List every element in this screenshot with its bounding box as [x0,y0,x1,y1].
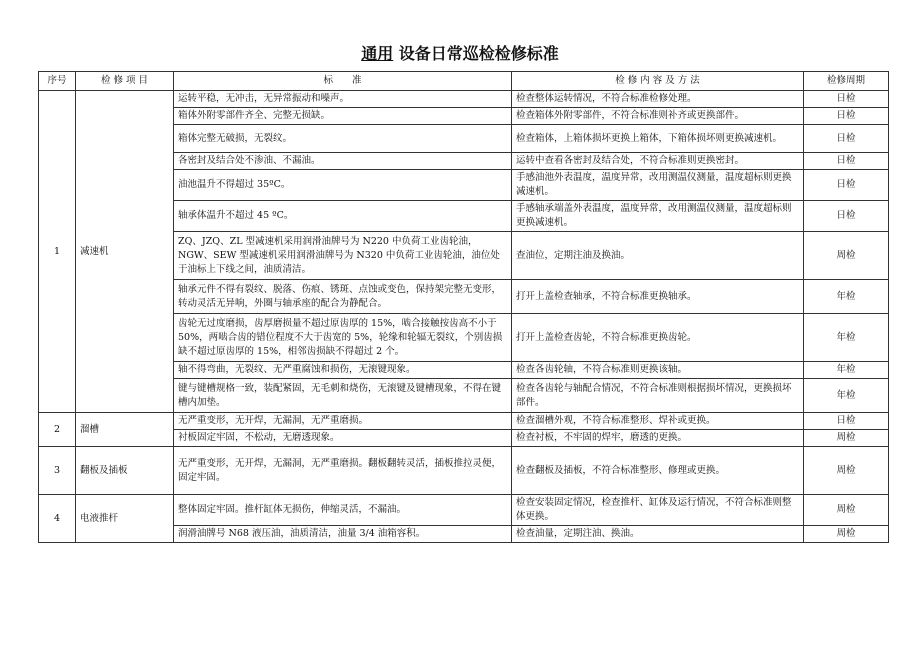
cycle-cell: 日检 [804,170,889,201]
cycle-cell: 日检 [804,108,889,125]
cycle-cell: 日检 [804,125,889,153]
cycle-cell: 年检 [804,362,889,379]
standard-cell: 轴承体温升不超过 45 ºC。 [174,201,512,232]
cycle-cell: 周检 [804,495,889,526]
standard-cell: 衬板固定牢固，不松动，无磨透现象。 [174,430,512,447]
method-cell: 打开上盖检查轴承，不符合标准更换轴承。 [512,280,804,314]
method-cell: 检查翻板及插板，不符合标准整形、修理或更换。 [512,447,804,495]
standard-cell: 油池温升不得超过 35ºC。 [174,170,512,201]
row-number: 4 [39,495,76,543]
cycle-cell: 年检 [804,314,889,362]
table-row [39,91,889,108]
header-item: 检 修 项 目 [76,72,174,91]
method-cell: 检查箱体，上箱体损坏更换上箱体，下箱体损坏则更换减速机。 [512,125,804,153]
method-cell: 手感轴承端盖外表温度，温度异常，改用测温仪测量，温度超标则更换减速机。 [512,201,804,232]
inspection-item: 电液推杆 [76,495,174,543]
standard-cell: 无严重变形，无开焊，无漏洞，无严重磨损。翻板翻转灵活，插板推拉灵便，固定牢固。 [174,447,512,495]
standard-cell: ZQ、JZQ、ZL 型减速机采用润滑油牌号为 N220 中负荷工业齿轮油，NGW、SEW 型减速机采用润滑油牌号为 N320 中负荷工业齿轮油，油位处于油标上下线之间，油质清洁。 [174,232,512,280]
method-cell: 检查衬板，不牢固的焊牢，磨透的更换。 [512,430,804,447]
standard-cell: 箱体完整无破损，无裂纹。 [174,125,512,153]
cycle-cell: 周检 [804,430,889,447]
standard-cell: 无严重变形，无开焊，无漏洞，无严重磨损。 [174,413,512,430]
standard-cell: 箱体外附零部件齐全、完整无损缺。 [174,108,512,125]
method-cell: 手感油池外表温度，温度异常，改用测温仪测量，温度超标则更换减速机。 [512,170,804,201]
inspection-item: 溜槽 [76,413,174,447]
cycle-cell: 日检 [804,91,889,108]
title-prefix: 通用 [361,44,394,63]
inspection-table [38,71,889,543]
standard-cell: 各密封及结合处不渗油、不漏油。 [174,153,512,170]
document-title [0,44,920,64]
cycle-cell: 周检 [804,447,889,495]
method-cell: 打开上盖检查齿轮，不符合标准更换齿轮。 [512,314,804,362]
cycle-cell: 日检 [804,413,889,430]
header-method: 检 修 内 容 及 方 法 [512,72,804,91]
standard-cell: 润滑油牌号 N68 液压油，油质清洁，油量 3/4 油箱容积。 [174,526,512,543]
method-cell: 检查箱体外附零部件，不符合标准则补齐或更换部件。 [512,108,804,125]
method-cell: 检查溜槽外观，不符合标准整形、焊补或更换。 [512,413,804,430]
inspection-item: 翻板及插板 [76,447,174,495]
cycle-cell: 日检 [804,201,889,232]
cycle-cell: 日检 [804,153,889,170]
row-number: 2 [39,413,76,447]
standard-cell: 轴承元件不得有裂纹、脱落、伤痕、锈斑、点蚀或变色，保持架完整无变形，转动灵活无异响，外圈与轴承座的配合为静配合。 [174,280,512,314]
standard-cell: 运转平稳，无冲击，无异常振动和噪声。 [174,91,512,108]
method-cell: 检查整体运转情况，不符合标准检修处理。 [512,91,804,108]
table-body [39,91,889,543]
standard-cell: 轴不得弯曲，无裂纹、无严重腐蚀和损伤，无滚键现象。 [174,362,512,379]
header-standard: 标 准 [174,72,512,91]
method-cell: 检查各齿轮与轴配合情况，不符合标准则根据损坏情况，更换损坏部件。 [512,379,804,413]
method-cell: 检查各齿轮轴，不符合标准则更换该轴。 [512,362,804,379]
method-cell: 检查安装固定情况，检查推杆、缸体及运行情况，不符合标准则整体更换。 [512,495,804,526]
cycle-cell: 周检 [804,232,889,280]
table-row [39,447,889,495]
cycle-cell: 周检 [804,526,889,543]
header-no: 序号 [39,72,76,91]
cycle-cell: 年检 [804,379,889,413]
table-row [39,413,889,430]
table-row [39,495,889,526]
method-cell: 运转中查看各密封及结合处，不符合标准则更换密封。 [512,153,804,170]
method-cell: 检查油量，定期注油、换油。 [512,526,804,543]
standard-cell: 整体固定牢固。推杆缸体无损伤，伸缩灵活，不漏油。 [174,495,512,526]
header-row [39,72,889,91]
method-cell: 查油位，定期注油及换油。 [512,232,804,280]
row-number: 3 [39,447,76,495]
title-main: 设备日常巡检检修标准 [393,44,559,63]
header-cycle: 检修周期 [804,72,889,91]
standard-cell: 齿轮无过度磨损，齿厚磨损量不超过原齿厚的 15%，啮合接触按齿高不小于 50%，两啮合齿的错位程度不大于齿宽的 5%，轮缘和轮辐无裂纹，个别齿损缺不超过原齿厚的 15%，相邻齿损缺不得超过 2 个。 [174,314,512,362]
cycle-cell: 年检 [804,280,889,314]
row-number: 1 [39,91,76,413]
inspection-item: 减速机 [76,91,174,413]
standard-cell: 键与键槽规格一致，装配紧固，无毛刺和烧伤，无滚键及键槽现象，不得在键槽内加垫。 [174,379,512,413]
